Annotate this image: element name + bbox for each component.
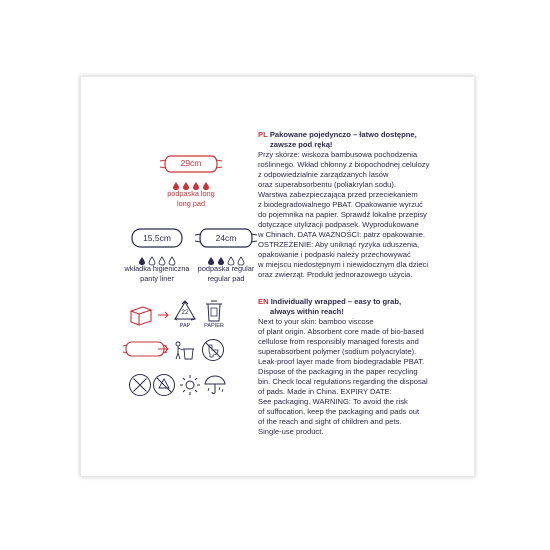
pl-line: z odpowiedzialnie zarządzanych lasów [258, 170, 389, 179]
en-line: See packaging. WARNING: To avoid the risk [258, 397, 408, 406]
regular-pad-name-en: regular pad [207, 274, 245, 283]
pl-line: roślinnego. Wkład chłonny z biopochodnej celulozy [258, 160, 430, 169]
regular-pad-name: podpaska regular [197, 264, 255, 273]
panty-liner-name-en: panty liner [140, 274, 174, 283]
pl-line: dotyczące utylizacji podpasek. Wyprodukowane [258, 220, 419, 229]
paper-label: PAPIER [204, 323, 224, 329]
pl-line: oraz superabsorbentu (poliakrylan sodu). [258, 180, 397, 189]
en-line: of the reach and sight of children and pets. [258, 417, 402, 426]
recycle-code: PAP [179, 323, 191, 329]
no-toilet-icon [201, 338, 225, 362]
panty-liner-drops [131, 252, 183, 262]
long-pad-name: podpaska long [167, 189, 215, 198]
pl-line: Warstwa zabezpieczająca przed przeciekaniem [258, 190, 418, 199]
pl-line: w Chinach. DATA WAŻNOŚCI: patrz opakowanie. [258, 230, 425, 239]
en-line: of plant origin. Absorbent core made of bio-based [258, 327, 424, 336]
pl-line: oraz zwierząt. Produkt jednorazowego użycia. [258, 270, 413, 279]
arrow-icon [158, 345, 170, 353]
box-icon [129, 304, 153, 326]
en-line: cellulose from responsibly managed forests and [258, 337, 419, 346]
regular-pad-size: 24cm [215, 233, 237, 243]
pl-code: PL [258, 130, 268, 139]
bin-man-icon [173, 339, 195, 361]
pl-line: z biodegradowalnego PBAT. Opakowanie wyrzuć [258, 200, 423, 209]
long-pad-size: 29cm [180, 158, 202, 168]
leaflet-sheet [80, 76, 475, 477]
en-line: superabsorbent polymer (sodium polyacrylate). [258, 347, 417, 356]
en-line: of pads. Made in China. EXPIRY DATE: [258, 387, 392, 396]
en-heading [258, 297, 470, 307]
panty-liner-name: wkładka higieniczna [124, 264, 190, 273]
panty-liner-size: 15,5cm [143, 233, 171, 243]
pl-heading-line2: zawsze pod ręką! [270, 140, 333, 149]
recycling-bag-icon [152, 373, 176, 397]
pl-line: w miejscu niedostępnym i niewidocznym dla dzieci [258, 260, 429, 269]
sun-icon [178, 373, 202, 397]
en-line: bin. Check local regulations regarding the disposal [258, 377, 428, 386]
long-pad-drops [159, 177, 223, 187]
pl-line: opakowanie i podpaski należy przechowywać [258, 250, 411, 259]
pl-body [258, 150, 470, 280]
en-line: Single-use product. [258, 427, 324, 436]
pl-line: do pojemnika na papier. Sprawdź lokalne przepisy [258, 210, 427, 219]
en-line: Dispose of the packaging in the paper recycling [258, 367, 418, 376]
recycle-number: 22 [181, 309, 189, 316]
en-line: Next to your skin: bamboo viscose [258, 317, 374, 326]
en-section [258, 297, 470, 437]
en-code: EN [258, 297, 269, 306]
pl-line: Przy skórze: wiskoza bambusowa pochodzenia [258, 150, 418, 159]
pl-heading-line1: Pakowane pojedynczo – łatwo dostępne, [269, 130, 417, 139]
arrow-icon [158, 311, 170, 319]
en-line: of suffocation, keep the packaging and pads out [258, 407, 420, 416]
en-heading-line1: Individually wrapped – easy to grab, [270, 297, 402, 306]
regular-pad-drops [194, 252, 258, 262]
pl-section [258, 130, 470, 280]
no-wash-icon [128, 373, 152, 397]
en-heading-line2: always within reach! [270, 307, 344, 316]
en-body [258, 317, 470, 437]
umbrella-icon [203, 373, 227, 397]
paper-bin-icon [203, 299, 225, 323]
long-pad-name-en: long pad [177, 199, 205, 208]
pl-line: OSTRZEŻENIE: Aby uniknąć ryzyka uduszenia, [258, 240, 420, 249]
pl-heading [258, 130, 470, 140]
en-line: Leak-proof layer made from biodegradable PBAT. [258, 357, 425, 366]
